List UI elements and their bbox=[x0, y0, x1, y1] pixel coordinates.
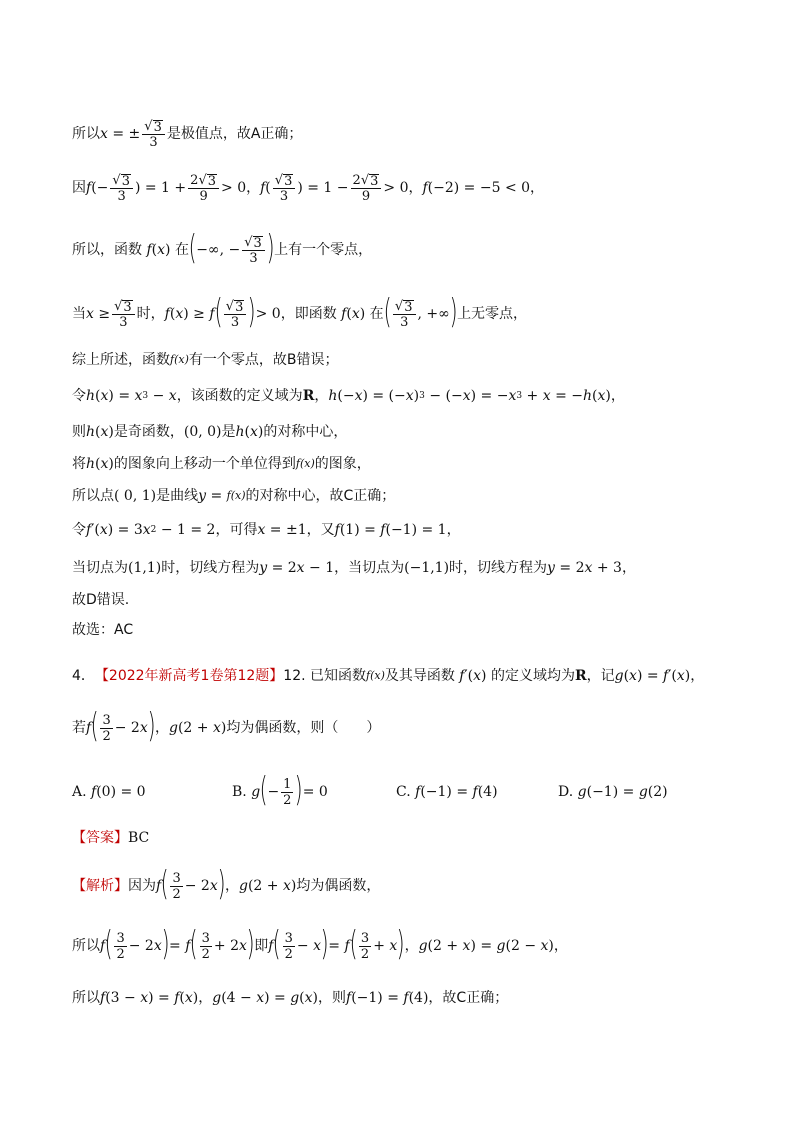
answer-value: BC bbox=[128, 830, 150, 846]
analysis-line-3: 所以 f (3 − x ) = f ( x ) ， g (4 − x ) = g ( x ) ，则 f (−1) = f (4) ，故C正确； bbox=[72, 990, 509, 1006]
line-no-zero: 当 x ≥ √ 3 3 时， f ( x ) ≥ f ( √ 3 3 ) > 0 ，即函数 f ( x ) 在 ( √ 3 3 , +∞ ) 上无零点， bbox=[72, 292, 528, 332]
option-d[interactable]: D. g (−1) = g (2) bbox=[558, 784, 668, 800]
line-d-wrong: 故D错误. bbox=[72, 592, 130, 608]
line-extreme-points: 所以 x = ± √ 3 3 是极值点，故A正确； bbox=[72, 118, 303, 150]
answer-line bbox=[72, 828, 149, 848]
line-summary: 综上所述，函数 f(x) 有一个零点，故B错误； bbox=[72, 352, 339, 368]
analysis-label: 【解析】 bbox=[72, 878, 128, 894]
analysis-line-1: 【解析】 因为 f ( $\frac{3}{2}$ − 2 x ) ， g (2 + x ) 均为偶函数， bbox=[72, 864, 381, 904]
line-one-zero: 所以，函数 f ( x ) 在 ( −∞, − √ 3 3 ) 上有一个零点， bbox=[72, 228, 373, 268]
line-shift-graph: 将 h ( x ) 的图象向上移动一个单位得到 f(x) 的图象， bbox=[72, 456, 371, 472]
line-derivative: 令 f ′( x ) = 3 x 2 − 1 = 2 ，可得 x = ±1 ，又 f (1) = f (−1) = 1 ， bbox=[72, 522, 461, 538]
line-function-values: 因 f (− √ 3 3 ) = 1 + 2 √ 3 9 > 0 ， f ( √ 3 3 ) = 1 − 2 √ 3 9 > 0 ， f (−2) = −5 < 0， bbox=[72, 172, 545, 204]
line-choice: 故选：AC bbox=[72, 622, 134, 638]
analysis-line-2: 所以 f ( $\frac{3}{2}$ − 2 x ) = f ( $\frac{3}{2}$ + 2 x ) 即 f ( $\frac{3}{2}$ − x ) = f ( $\frac{3}{2}$ + x ) ， g (2 + x ) = g (2 − x ) ， bbox=[72, 924, 568, 964]
option-a[interactable]: A. f (0) = 0 bbox=[72, 784, 146, 800]
question-condition: 若 f ( $\frac{3}{2}$ − 2 x ) ， g (2 + x ) 均为偶函数，则（ ） bbox=[72, 706, 381, 746]
option-b[interactable]: B. g ( − $\frac{1}{2}$ ) = 0 bbox=[232, 770, 328, 810]
answer-label: 【答案】 bbox=[72, 830, 128, 846]
question-options bbox=[72, 772, 722, 812]
line-symmetry-center: 所以点 ( 0, 1) 是曲线 y = f(x) 的对称中心，故C正确； bbox=[72, 488, 396, 504]
option-c[interactable]: C. f (−1) = f (4) bbox=[396, 784, 498, 800]
line-odd-function: 则 h ( x ) 是奇函数， (0, 0) 是 h ( x ) 的对称中心， bbox=[72, 424, 348, 440]
line-define-h: 令 h ( x ) = x 3 − x ，该函数的定义域为 R ， h (− x ) = (− x ) 3 − (− x ) = − x 3 + x = − h ( x )， bbox=[72, 388, 625, 404]
question-stem: 4． 【2022年新高考1卷第12题】 12. 已知函数 f(x) 及其导函数 f ′( x ) 的定义域均为 R ，记 g ( x ) = f ′( x ) ， bbox=[72, 668, 705, 684]
question-source: 【2022年新高考1卷第12题】 bbox=[94, 668, 284, 684]
line-tangent: 当切点为 (1,1) 时，切线方程为 y = 2 x − 1 ，当切点为 (−1,1) 时，切线方程为 y = 2 x + 3 ， bbox=[72, 560, 636, 576]
